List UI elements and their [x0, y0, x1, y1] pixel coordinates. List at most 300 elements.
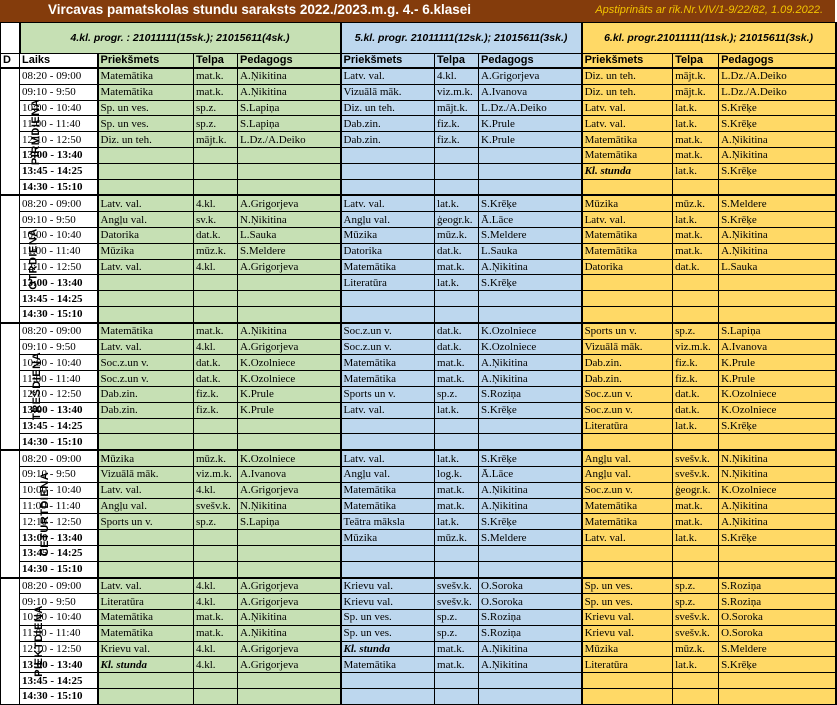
table-row	[1, 561, 836, 577]
class-4-teacher: S.Lapiņa	[238, 100, 341, 116]
class-4-room: mat.k.	[194, 610, 238, 626]
time-cell: 12:10 - 12:50	[20, 259, 98, 275]
class-5-teacher: K.Prule	[479, 116, 582, 132]
class-4-room	[194, 418, 238, 434]
time-cell: 14:30 - 15:10	[20, 561, 98, 577]
class-5-subject: Teātra māksla	[341, 514, 435, 530]
class-5-room: lat.k.	[435, 275, 479, 291]
class-4-teacher: L.Dz./A.Deiko	[238, 132, 341, 148]
class-4-teacher: N.Ņikitina	[238, 212, 341, 228]
class-5-teacher: A.Ivanova	[479, 84, 582, 100]
class-5-subject: Angļu val.	[341, 212, 435, 228]
time-cell: 12:10 - 12:50	[20, 132, 98, 148]
class-6-teacher: S.Krēķe	[719, 657, 836, 673]
class-4-room: 4.kl.	[194, 195, 238, 211]
class-4-subject: Datorika	[98, 227, 194, 243]
class-5-teacher: Ā.Lāce	[479, 212, 582, 228]
time-cell: 12:10 - 12:50	[20, 514, 98, 530]
class-5-teacher	[479, 179, 582, 195]
class-5-room: viz.m.k.	[435, 84, 479, 100]
time-cell: 13:45 - 14:25	[20, 418, 98, 434]
class-6-subject	[582, 673, 673, 689]
class-6-teacher: S.Roziņa	[719, 594, 836, 610]
class-6-room: fiz.k.	[673, 371, 719, 387]
class-4-room: mat.k.	[194, 84, 238, 100]
class-6-subject	[582, 561, 673, 577]
class-6-room: mājt.k.	[673, 84, 719, 100]
class-6-subject: Krievu val.	[582, 610, 673, 626]
class-5-room	[435, 673, 479, 689]
time-cell: 09:10 - 9:50	[20, 466, 98, 482]
class-5-teacher	[479, 306, 582, 322]
class-5-teacher: S.Krēķe	[479, 195, 582, 211]
class-6-teacher: K.Ozolniece	[719, 482, 836, 498]
class-5-room: mat.k.	[435, 498, 479, 514]
class-5-subject: Soc.z.un v.	[341, 323, 435, 339]
class-6-room: dat.k.	[673, 386, 719, 402]
class-5-room: mūz.k.	[435, 530, 479, 546]
time-cell: 13:00 - 13:40	[20, 147, 98, 163]
table-row	[1, 450, 836, 466]
day-label	[1, 578, 45, 705]
class-5-teacher: S.Roziņa	[479, 625, 582, 641]
class-4-teacher: A.Grigorjeva	[238, 482, 341, 498]
table-row	[1, 386, 836, 402]
class-4-teacher: S.Lapiņa	[238, 514, 341, 530]
class-4-room	[194, 306, 238, 322]
class-4-room: 4.kl.	[194, 641, 238, 657]
class-4-subject	[98, 689, 194, 705]
class-5-subject	[341, 689, 435, 705]
class-5-room: lat.k.	[435, 402, 479, 418]
class-4-subject: Mūzika	[98, 243, 194, 259]
class-5-teacher: A.Ņikitina	[479, 371, 582, 387]
class-6-teacher	[719, 275, 836, 291]
class-4-room: dat.k.	[194, 227, 238, 243]
class-5-room: sp.z.	[435, 610, 479, 626]
class-6-room: mūz.k.	[673, 641, 719, 657]
table-row	[1, 371, 836, 387]
class-6-teacher: K.Prule	[719, 355, 836, 371]
class-4-teacher: A.Grigorjeva	[238, 641, 341, 657]
class-6-subject: Matemātika	[582, 132, 673, 148]
class-5-subject	[341, 306, 435, 322]
column-header-row	[1, 54, 836, 69]
class-5-subject: Dab.zin.	[341, 132, 435, 148]
class-6-teacher: S.Roziņa	[719, 578, 836, 594]
table-row	[1, 339, 836, 355]
class-5-room: sp.z.	[435, 386, 479, 402]
class-5-subject	[341, 545, 435, 561]
class-6-subject: Matemātika	[582, 147, 673, 163]
class-6-teacher: S.Krēķe	[719, 116, 836, 132]
time-cell: 14:30 - 15:10	[20, 434, 98, 450]
table-row	[1, 227, 836, 243]
time-cell: 11:00 - 11:40	[20, 116, 98, 132]
class-6-room	[673, 275, 719, 291]
class-5-subject: Matemātika	[341, 259, 435, 275]
class-5-room	[435, 179, 479, 195]
class-5-room	[435, 545, 479, 561]
class-5-subject	[341, 147, 435, 163]
class-4-subject: Soc.z.un v.	[98, 355, 194, 371]
class-6-room: mūz.k.	[673, 195, 719, 211]
class-4-teacher	[238, 530, 341, 546]
class-6-teacher: A.Ivanova	[719, 339, 836, 355]
time-cell: 09:10 - 9:50	[20, 212, 98, 228]
class-5-room: mat.k.	[435, 641, 479, 657]
class-5-subject: Datorika	[341, 243, 435, 259]
table-row	[1, 625, 836, 641]
class-4-teacher: A.Grigorjeva	[238, 195, 341, 211]
class-6-subject: Latv. val.	[582, 100, 673, 116]
class-4-teacher	[238, 673, 341, 689]
col-6-subject: Priekšmets	[582, 54, 673, 69]
class-6-room: sp.z.	[673, 594, 719, 610]
class-5-subject: Sports un v.	[341, 386, 435, 402]
class-4-subject: Angļu val.	[98, 498, 194, 514]
time-cell: 12:10 - 12:50	[20, 386, 98, 402]
class-6-room: lat.k.	[673, 418, 719, 434]
class-6-room: sp.z.	[673, 323, 719, 339]
class-4-teacher	[238, 147, 341, 163]
class-6-room: lat.k.	[673, 163, 719, 179]
table-row	[1, 418, 836, 434]
class-4-subject: Mūzika	[98, 450, 194, 466]
time-cell: 11:00 - 11:40	[20, 498, 98, 514]
class-4-teacher: A.Grigorjeva	[238, 578, 341, 594]
class-5-teacher	[479, 418, 582, 434]
class-6-room: lat.k.	[673, 100, 719, 116]
class-6-teacher: K.Prule	[719, 371, 836, 387]
class-5-room: dat.k.	[435, 243, 479, 259]
class-5-room: lat.k.	[435, 450, 479, 466]
class-6-subject	[582, 434, 673, 450]
class-5-room: fiz.k.	[435, 116, 479, 132]
class-5-teacher: Ā.Lāce	[479, 466, 582, 482]
time-cell: 11:00 - 11:40	[20, 243, 98, 259]
class-4-teacher: A.Ivanova	[238, 466, 341, 482]
class-4-subject	[98, 434, 194, 450]
class-6-teacher: A.Ņikitina	[719, 498, 836, 514]
class-4-subject: Diz. un teh.	[98, 132, 194, 148]
class-5-room	[435, 434, 479, 450]
class-4-teacher: K.Prule	[238, 402, 341, 418]
class-4-room	[194, 545, 238, 561]
class-4-room	[194, 689, 238, 705]
time-cell: 08:20 - 09:00	[20, 450, 98, 466]
table-row	[1, 530, 836, 546]
table-row	[1, 100, 836, 116]
group-header-row	[1, 23, 836, 54]
class-6-room: lat.k.	[673, 657, 719, 673]
class-4-teacher: A.Ņikitina	[238, 68, 341, 84]
class-4-room: 4.kl.	[194, 657, 238, 673]
class-4-teacher	[238, 434, 341, 450]
time-cell: 13:45 - 14:25	[20, 291, 98, 307]
table-row	[1, 673, 836, 689]
class-5-subject: Literatūra	[341, 275, 435, 291]
class-5-teacher: L.Dz./A.Deiko	[479, 100, 582, 116]
time-cell: 10:00 - 10:40	[20, 482, 98, 498]
class-5-subject: Latv. val.	[341, 402, 435, 418]
table-row	[1, 689, 836, 705]
class-6-teacher: S.Krēķe	[719, 100, 836, 116]
time-cell: 13:00 - 13:40	[20, 275, 98, 291]
class-4-room: fiz.k.	[194, 386, 238, 402]
class-6-teacher: N.Ņikitina	[719, 450, 836, 466]
class-5-room	[435, 147, 479, 163]
table-row	[1, 514, 836, 530]
group-6-header: 6.kl. progr.21011111(11sk.); 21015611(3sk.)	[582, 23, 836, 54]
class-6-room	[673, 291, 719, 307]
class-6-teacher: S.Meldere	[719, 641, 836, 657]
time-cell: 14:30 - 15:10	[20, 306, 98, 322]
class-5-room	[435, 163, 479, 179]
time-cell: 12:10 - 12:50	[20, 641, 98, 657]
class-6-subject: Sp. un ves.	[582, 594, 673, 610]
time-cell: 09:10 - 9:50	[20, 84, 98, 100]
class-6-teacher: O.Soroka	[719, 625, 836, 641]
class-6-teacher: L.Sauka	[719, 259, 836, 275]
class-5-room: mat.k.	[435, 371, 479, 387]
class-6-room	[673, 306, 719, 322]
class-4-teacher: A.Grigorjeva	[238, 594, 341, 610]
class-5-room	[435, 689, 479, 705]
class-6-room	[673, 561, 719, 577]
class-5-teacher: K.Prule	[479, 132, 582, 148]
class-5-room: lat.k.	[435, 195, 479, 211]
class-4-room: mat.k.	[194, 625, 238, 641]
class-5-room: dat.k.	[435, 339, 479, 355]
class-6-subject: Soc.z.un v.	[582, 402, 673, 418]
time-cell: 13:00 - 13:40	[20, 530, 98, 546]
class-6-subject: Dab.zin.	[582, 371, 673, 387]
table-row	[1, 291, 836, 307]
table-row	[1, 545, 836, 561]
class-5-room: svešv.k.	[435, 578, 479, 594]
class-6-teacher: K.Ozolniece	[719, 386, 836, 402]
class-5-teacher: S.Roziņa	[479, 610, 582, 626]
time-cell: 08:20 - 09:00	[20, 323, 98, 339]
class-5-teacher: A.Ņikitina	[479, 259, 582, 275]
time-cell: 10:00 - 10:40	[20, 355, 98, 371]
class-6-subject: Matemātika	[582, 498, 673, 514]
class-5-teacher: K.Ozolniece	[479, 323, 582, 339]
class-4-subject	[98, 561, 194, 577]
class-6-subject: Latv. val.	[582, 212, 673, 228]
class-4-room	[194, 147, 238, 163]
class-5-room: mat.k.	[435, 657, 479, 673]
class-5-subject: Mūzika	[341, 227, 435, 243]
class-6-subject: Literatūra	[582, 418, 673, 434]
class-6-subject: Angļu val.	[582, 450, 673, 466]
col-4-room: Telpa	[194, 54, 238, 69]
table-row	[1, 578, 836, 594]
class-5-room: ģeogr.k.	[435, 212, 479, 228]
day-label	[1, 323, 44, 450]
class-6-room: dat.k.	[673, 402, 719, 418]
class-4-teacher: A.Grigorjeva	[238, 339, 341, 355]
class-4-room	[194, 275, 238, 291]
class-6-teacher: A.Ņikitina	[719, 243, 836, 259]
class-6-teacher: S.Meldere	[719, 195, 836, 211]
time-cell: 13:45 - 14:25	[20, 545, 98, 561]
class-5-subject: Matemātika	[341, 657, 435, 673]
class-4-teacher	[238, 561, 341, 577]
class-6-teacher: A.Ņikitina	[719, 514, 836, 530]
class-5-teacher: A.Ņikitina	[479, 355, 582, 371]
class-5-subject: Matemātika	[341, 498, 435, 514]
col-5-teacher: Pedagogs	[479, 54, 582, 69]
class-6-teacher: A.Ņikitina	[719, 227, 836, 243]
class-5-subject: Matemātika	[341, 355, 435, 371]
class-4-subject	[98, 673, 194, 689]
class-4-teacher	[238, 179, 341, 195]
table-row	[1, 434, 836, 450]
class-4-teacher: A.Grigorjeva	[238, 259, 341, 275]
class-6-room: lat.k.	[673, 212, 719, 228]
class-5-room: sp.z.	[435, 625, 479, 641]
time-cell: 09:10 - 9:50	[20, 339, 98, 355]
class-5-teacher: S.Roziņa	[479, 386, 582, 402]
class-5-subject: Matemātika	[341, 482, 435, 498]
class-5-teacher: A.Grigorjeva	[479, 68, 582, 84]
class-4-subject: Soc.z.un v.	[98, 371, 194, 387]
approval-note: Apstiprināts ar rīk.Nr.VIV/1-9/22/82, 1.09.2022.	[595, 4, 823, 16]
class-5-room	[435, 291, 479, 307]
class-4-teacher: A.Ņikitina	[238, 610, 341, 626]
class-4-subject: Latv. val.	[98, 578, 194, 594]
class-4-room: mat.k.	[194, 323, 238, 339]
time-cell: 08:20 - 09:00	[20, 68, 98, 84]
class-5-room: mūz.k.	[435, 227, 479, 243]
time-cell: 13:45 - 14:25	[20, 163, 98, 179]
class-4-room: dat.k.	[194, 371, 238, 387]
class-6-teacher: O.Soroka	[719, 610, 836, 626]
class-4-room: 4.kl.	[194, 259, 238, 275]
class-4-subject: Literatūra	[98, 594, 194, 610]
class-6-room: viz.m.k.	[673, 339, 719, 355]
class-4-room: mūz.k.	[194, 243, 238, 259]
class-6-subject	[582, 179, 673, 195]
class-5-subject: Angļu val.	[341, 466, 435, 482]
class-5-teacher: A.Ņikitina	[479, 482, 582, 498]
class-5-teacher: S.Krēķe	[479, 402, 582, 418]
table-row	[1, 610, 836, 626]
class-5-room	[435, 306, 479, 322]
class-6-room	[673, 689, 719, 705]
class-4-subject: Matemātika	[98, 625, 194, 641]
title-bar	[0, 0, 835, 22]
class-5-teacher	[479, 147, 582, 163]
class-4-subject: Latv. val.	[98, 195, 194, 211]
class-5-teacher	[479, 561, 582, 577]
class-6-subject: Literatūra	[582, 657, 673, 673]
day-label-text: CETURTDIENA	[39, 471, 52, 556]
day-label-text: TREŠDIENA	[31, 352, 44, 421]
class-6-teacher: S.Krēķe	[719, 212, 836, 228]
class-5-teacher	[479, 689, 582, 705]
class-5-teacher: S.Krēķe	[479, 514, 582, 530]
class-5-teacher: A.Ņikitina	[479, 641, 582, 657]
class-5-teacher: O.Soroka	[479, 578, 582, 594]
class-4-subject: Dab.zin.	[98, 402, 194, 418]
class-4-teacher	[238, 418, 341, 434]
class-6-room: mat.k.	[673, 227, 719, 243]
class-4-room: sp.z.	[194, 100, 238, 116]
class-6-room: mat.k.	[673, 147, 719, 163]
table-row	[1, 212, 836, 228]
class-5-teacher	[479, 163, 582, 179]
class-6-room: svešv.k.	[673, 466, 719, 482]
class-4-subject	[98, 179, 194, 195]
class-6-teacher: S.Krēķe	[719, 530, 836, 546]
class-4-teacher: L.Sauka	[238, 227, 341, 243]
time-cell: 14:30 - 15:10	[20, 689, 98, 705]
class-5-room: mat.k.	[435, 259, 479, 275]
class-5-subject: Latv. val.	[341, 195, 435, 211]
day-label-text: PIRMDIENA	[30, 98, 43, 165]
class-4-teacher: A.Grigorjeva	[238, 657, 341, 673]
class-6-teacher: S.Krēķe	[719, 418, 836, 434]
class-5-teacher	[479, 545, 582, 561]
col-5-room: Telpa	[435, 54, 479, 69]
class-4-teacher: A.Ņikitina	[238, 625, 341, 641]
class-5-teacher: A.Ņikitina	[479, 657, 582, 673]
time-cell: 10:00 - 10:40	[20, 100, 98, 116]
class-4-subject: Latv. val.	[98, 339, 194, 355]
class-4-teacher: A.Ņikitina	[238, 84, 341, 100]
time-cell: 14:30 - 15:10	[20, 179, 98, 195]
class-6-teacher: S.Lapiņa	[719, 323, 836, 339]
day-label-text: OTRDIENA	[27, 228, 40, 290]
class-6-teacher	[719, 291, 836, 307]
class-4-teacher: K.Ozolniece	[238, 450, 341, 466]
class-5-subject: Kl. stunda	[341, 641, 435, 657]
class-6-teacher	[719, 689, 836, 705]
table-row	[1, 84, 836, 100]
class-6-subject: Datorika	[582, 259, 673, 275]
class-4-subject	[98, 163, 194, 179]
class-5-subject: Mūzika	[341, 530, 435, 546]
time-cell: 13:45 - 14:25	[20, 673, 98, 689]
class-6-subject	[582, 275, 673, 291]
class-4-room: dat.k.	[194, 355, 238, 371]
time-cell: 08:20 - 09:00	[20, 195, 98, 211]
class-4-teacher: A.Ņikitina	[238, 323, 341, 339]
class-4-teacher: K.Ozolniece	[238, 355, 341, 371]
class-6-room	[673, 434, 719, 450]
class-5-subject: Latv. val.	[341, 68, 435, 84]
timetable-grid	[0, 22, 837, 705]
table-row	[1, 243, 836, 259]
day-label	[1, 195, 40, 322]
class-5-subject	[341, 418, 435, 434]
class-4-subject: Latv. val.	[98, 482, 194, 498]
class-4-room: sp.z.	[194, 116, 238, 132]
class-6-teacher	[719, 561, 836, 577]
time-cell: 10:00 - 10:40	[20, 227, 98, 243]
class-6-teacher: A.Ņikitina	[719, 147, 836, 163]
class-4-subject: Matemātika	[98, 68, 194, 84]
class-5-subject: Diz. un teh.	[341, 100, 435, 116]
class-5-room: lat.k.	[435, 514, 479, 530]
class-4-subject: Krievu val.	[98, 641, 194, 657]
class-5-subject: Krievu val.	[341, 578, 435, 594]
class-5-room	[435, 418, 479, 434]
class-5-teacher: S.Krēķe	[479, 450, 582, 466]
